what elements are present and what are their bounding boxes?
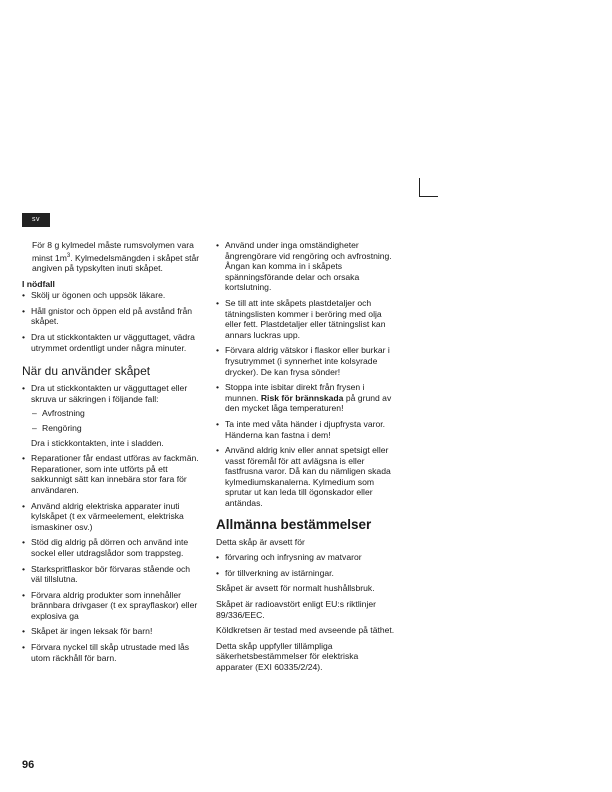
general-intro: Detta skåp är avsett för [216, 536, 305, 547]
language-tag: sv [22, 213, 50, 227]
list-item: • för tillverkning av istärningar. [216, 568, 396, 579]
intro-text-end: . Kylmedelsmängden i skåpet står angiven på typskylten inuti skåpet. [32, 252, 200, 274]
usage-list [22, 383, 200, 663]
list-item: • Ta inte med våta händer i djupfrysta varor. Händerna kan fastna i dem! [216, 419, 396, 440]
list-item [22, 383, 200, 448]
list-item: • Använd aldrig elektriska apparater inuti kylskåpet (t ex värmeelement, elektriska ismaskiner osv.) [22, 501, 200, 533]
safety-standard-paragraph: Detta skåp uppfyller tillämpliga säkerhetsbestämmelser för elektriska apparater (EXI 60335/2/24). [216, 640, 359, 672]
list-item: • Skåpet är ingen leksak för barn! [22, 626, 200, 637]
list-item: • Stöd dig aldrig på dörren och använd inte sockel eller utdragslådor som trappsteg. [22, 537, 200, 558]
list-item: • Skölj ur ögonen och uppsök läkare. [22, 290, 200, 301]
replug-text: Dra i stickkontakten, inte i sladden. [31, 437, 164, 448]
list-item: • Förvara aldrig produkter som innehåller brännbara drivgaser (t ex sprayflaskor) eller explosiva ga [22, 590, 200, 622]
list-item: • Reparationer får endast utföras av fackmän. Reparationer, som inte utförts på ett sakkunnigt sätt kan innebära stor fara för användaren. [22, 453, 200, 495]
intro-superscript: 3 [66, 252, 71, 259]
section-title-general: Allmänna bestämmelser [216, 516, 372, 532]
list-item: • Dra ut stickkontakten ur vägguttaget, vädra utrymmet ordentligt under några minuter. [22, 332, 200, 353]
general-list [216, 552, 396, 578]
list-item: • Förvara nyckel till skåp utrustade med lås utom räckhåll för barn. [22, 642, 200, 663]
intro-text-start: För 8 g kylmedel måste rumsvolymen vara minst 1m [32, 240, 194, 263]
list-item: • Använd aldrig kniv eller annat spetsigt eller vasst föremål för att avlägsna is eller fastfrusna varor. Då kan du nämligen skada kylmediumskanalerna. Kylmedium som sprutar ut kan leda till ögonskador eller antändas. [216, 445, 396, 509]
list-item: • Håll gnistor och öppen eld på avstånd från skåpet. [22, 306, 200, 327]
dash-list [22, 408, 200, 433]
list-item: • Använd under inga omständigheter ångrengörare vid rengöring och avfrostning. Ångan kan komma in i skåpets spänningsförande delar och orsaka kortslutning. [216, 240, 396, 293]
list-item: • Se till att inte skåpets plastdetaljer och tätningslisten kommer i beröring med olja eller fett. Plastdetaljer eller tätningslist kan annars luckras upp. [216, 298, 396, 340]
household-use-paragraph: Skåpet är avsett för normalt hushållsbruk. [216, 583, 375, 594]
emergency-heading: I nödfall [22, 278, 55, 289]
leak-test-paragraph: Köldkretsen är testad med avseende på täthet. [216, 625, 395, 636]
ice-text-end: på grund av den mycket låga temperaturen! [225, 392, 392, 414]
right-column [216, 240, 396, 678]
dash-item: – Avfrostning [22, 408, 200, 419]
list-item: • förvaring och infrysning av matvaror [216, 552, 396, 563]
ice-text-start: Stoppa inte isbitar direkt från frysen i munnen. [225, 382, 365, 403]
page-number: 96 [22, 759, 35, 771]
list-item: • Starkspritflaskor bör förvaras stående och väl tillslutna. [22, 564, 200, 585]
crop-mark [419, 178, 438, 197]
list-item: • Förvara aldrig vätskor i flaskor eller burkar i frysutrymmet (i synnerhet inte kolsyrade drycker). De kan frysa sönder! [216, 345, 396, 377]
left-column [22, 240, 200, 668]
radio-interference-paragraph: Skåpet är radioavstört enligt EU:s riktlinjer 89/336/EEC. [216, 599, 377, 620]
emergency-list [22, 290, 200, 353]
section-title-usage: När du använder skåpet [22, 364, 151, 379]
burn-risk-emphasis: Risk för brännskada [260, 392, 344, 403]
safety-list [216, 240, 396, 509]
list-item [216, 382, 396, 414]
unplug-text: Dra ut stickkontakten ur vägguttaget eller skruva ur säkringen i följande fall: [31, 383, 188, 404]
intro-paragraph [22, 240, 200, 274]
dash-item: – Rengöring [22, 423, 200, 434]
